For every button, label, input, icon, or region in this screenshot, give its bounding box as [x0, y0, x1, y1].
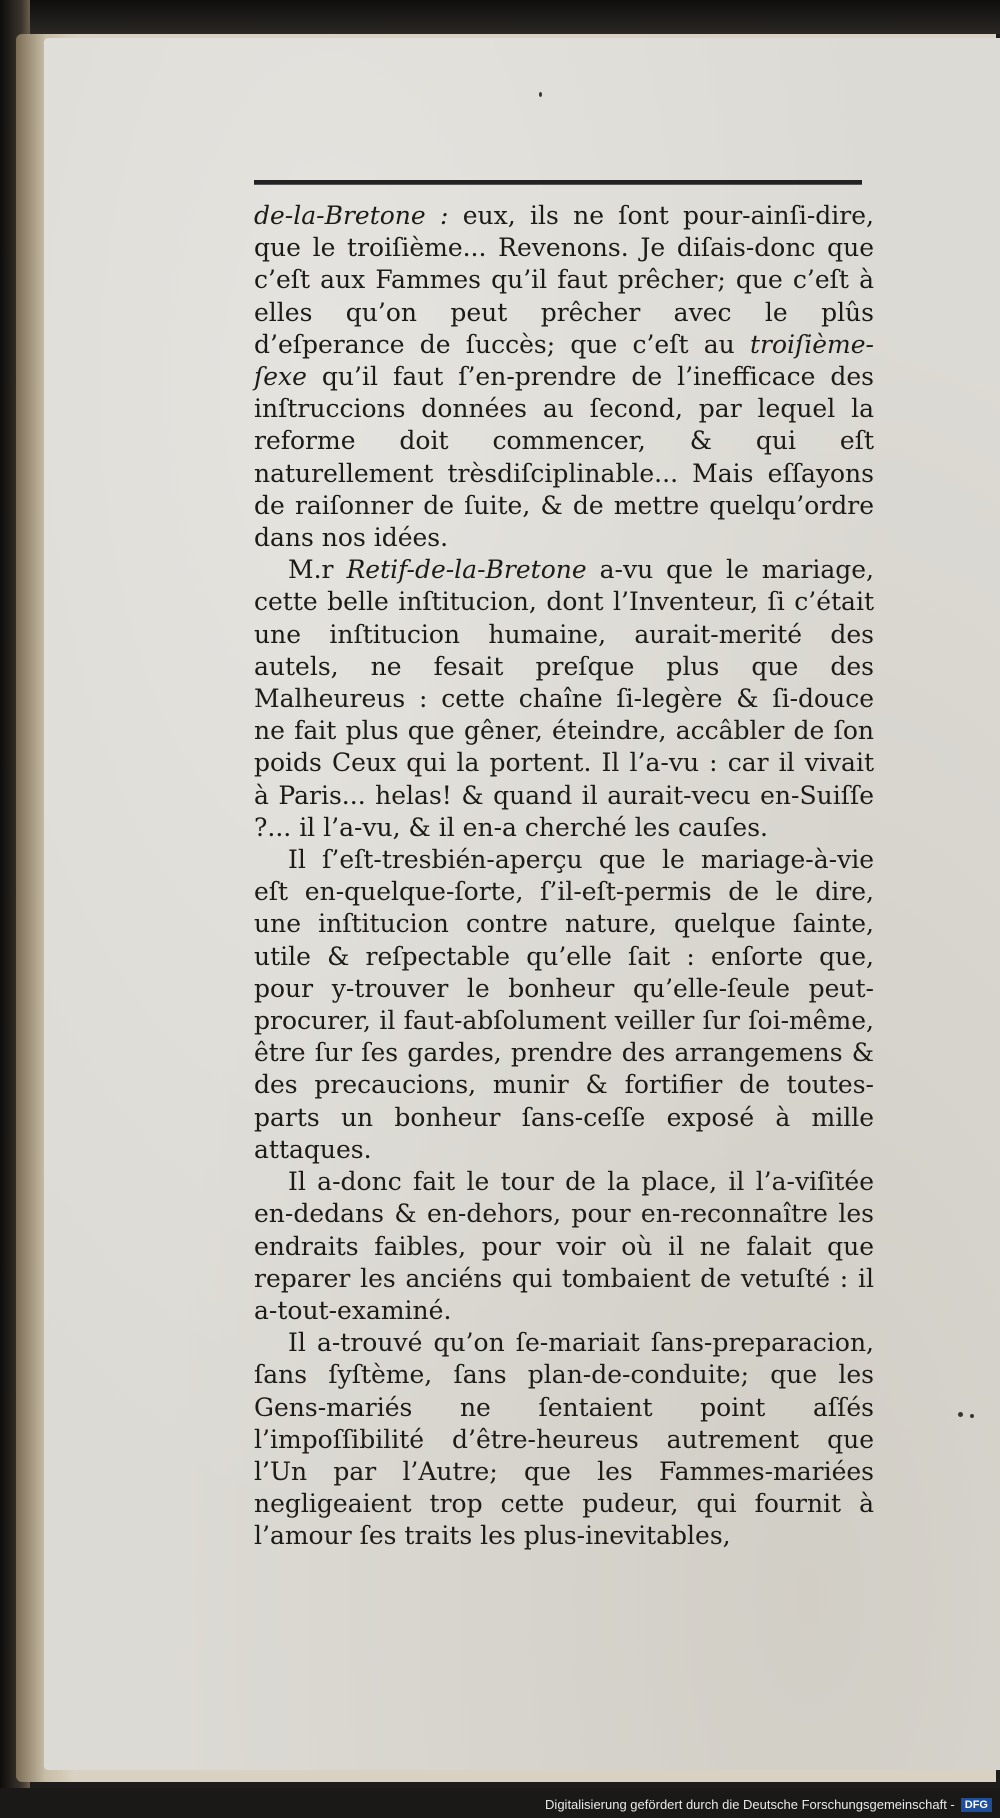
text-segment: a-vu que le mariage, cette belle inſtitucion, dont l’Inventeur, ſi c’était une inſtitucion humaine, aurait-merité des autels, ne fesait preſque plus que des Malheureus : cette chaîne ſi-legère & ſi-douce ne fait plus que gêner, éteindre, accâbler de ſon poids Ceux qui la portent. Il l’a-vu : car il vivait à Paris... helas! & quand il aurait-vecu en-Suiſſe ?... il l’a-vu, & il en-a cherché les cauſes. — [254, 555, 874, 842]
text-segment: Il a-donc fait le tour de la place, il l’a-viſitée en-dedans & en-dehors, pour en-reconnaître les endraits faibles, pour voir où il ne falait que reparer les anciéns qui tombaient de vetuſté : il a-tout-examiné. — [254, 1167, 874, 1325]
header-rule — [254, 180, 862, 185]
paragraph — [254, 554, 874, 844]
paragraph — [254, 844, 874, 1166]
italic-text-segment: de-la-Bretone : — [254, 201, 449, 230]
page-speck — [970, 1414, 974, 1418]
page-speck — [539, 92, 542, 97]
paragraph — [254, 1166, 874, 1327]
dfg-logo: DFG — [961, 1798, 992, 1812]
text-segment: M.r — [288, 555, 347, 585]
text-segment: eux, ils ne ſont pour-ainſi-dire, que le troiſième... Revenons. Je diſais-donc que c’eſt aux Fammes qu’il faut prêcher; que c’eſt à elles qu’on peut prêcher avec le plûs d’eſperance de ſuccès; que c’eſt au — [254, 201, 874, 359]
credit-text: Digitalisierung gefördert durch die Deutsche Forschungsgemeinschaft - — [545, 1797, 955, 1812]
page-speck — [958, 1412, 963, 1417]
text-segment: qu’il faut ſ’en-prendre de l’inefficace des inſtruccions données au ſecond, par lequel la reforme doit commencer, & qui eſt naturellement trèsdiſciplinable... Mais eſſayons de raiſonner de ſuite, & de mettre quelqu’ordre dans nos idées. — [254, 362, 874, 553]
paragraph — [254, 200, 874, 554]
text-segment: Il ſ’eſt-tresbién-aperçu que le mariage-à-vie eſt en-quelque-ſorte, ſ’il-eſt-permis de le dire, une inſtitucion contre nature, quelque ſainte, utile & reſpectable qu’elle ſait : enſorte que, pour y-trouver le bonheur qu’elle-ſeule peut-procurer, il faut-abſolument veiller ſur ſoi-même, être ſur ſes gardes, prendre des arrangemens & des precaucions, munir & fortifier de toutes-parts un bonheur ſans-ceſſe exposé à mille attaques. — [254, 845, 874, 1164]
digitization-credit — [545, 1797, 992, 1812]
book-top-edge — [0, 0, 1000, 34]
text-segment: Il a-trouvé qu’on ſe-mariait ſans-preparacion, ſans ſyſtème, ſans plan-de-conduite; que les Gens-mariés ne ſentaient point aſſés l’impoſſibilité d’être-heureus autrement que l’Un par l’Autre; que les Fammes-mariées negligeaient trop cette pudeur, qui fournit à l’amour ſes traits les plus-inevitables, — [254, 1328, 874, 1551]
italic-text-segment: troiſième-ſexe — [254, 329, 874, 392]
paragraph — [254, 1327, 874, 1552]
italic-text-segment: Retif-de-la-Bretone — [346, 555, 587, 585]
page-body-text — [254, 200, 874, 1553]
